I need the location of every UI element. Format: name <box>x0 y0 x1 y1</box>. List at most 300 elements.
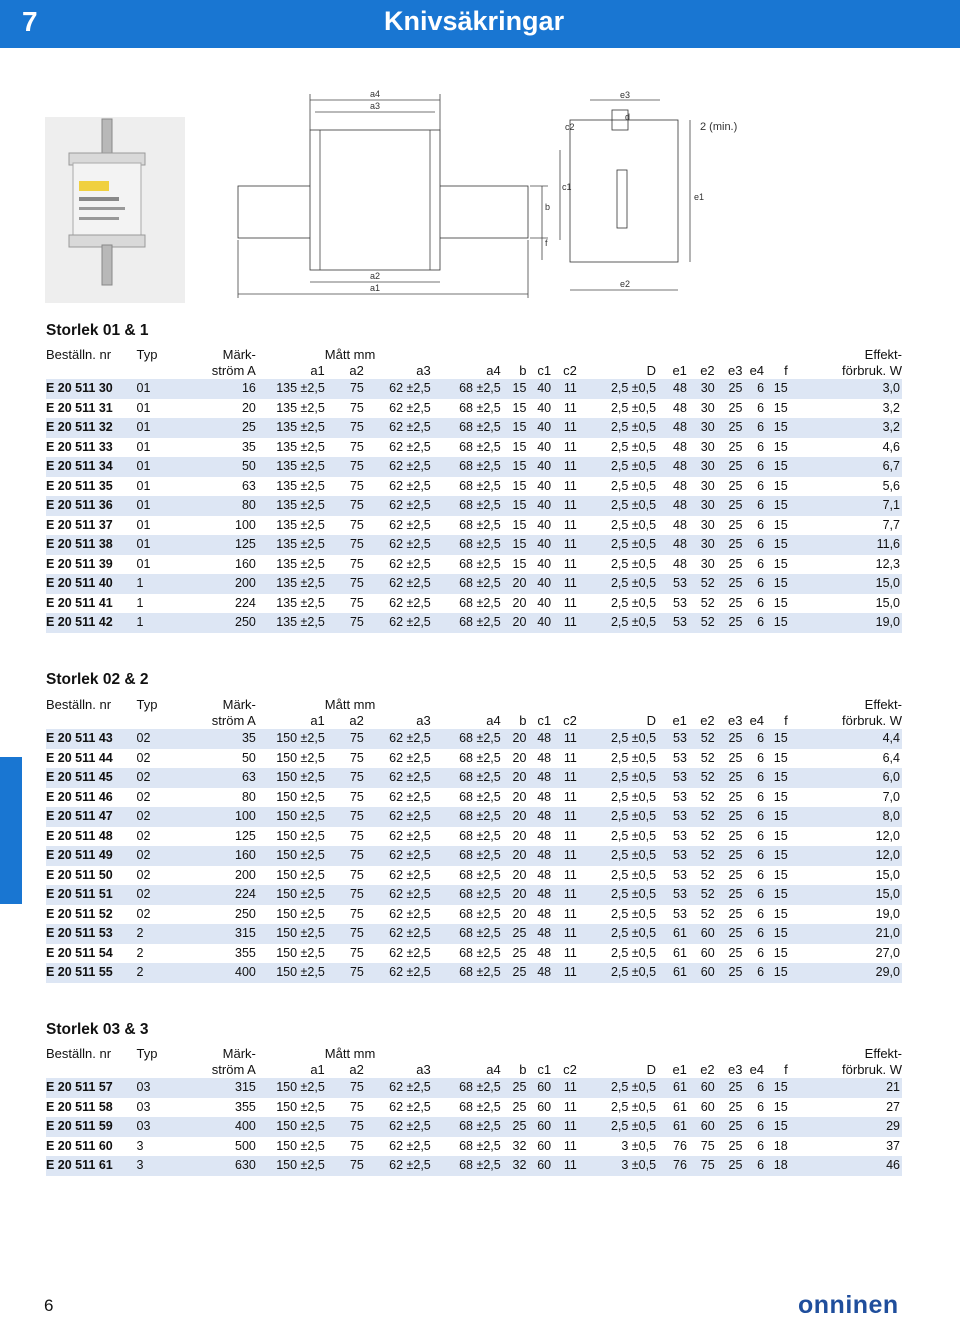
cell-type: 01 <box>137 535 180 555</box>
cell-order-number: E 20 511 60 <box>46 1138 113 1153</box>
dim-label-c1: c1 <box>562 182 572 192</box>
brand-logo: onninen <box>798 1291 899 1319</box>
cell-e2: 52 <box>700 789 715 804</box>
cell-a2: 75 <box>325 1117 364 1137</box>
cell-type: 03 <box>137 1117 180 1137</box>
cell-a4: 68 ±2,5 <box>431 379 501 399</box>
cell-a2: 75 <box>325 807 364 827</box>
cell-rated-current: 100 <box>180 807 256 827</box>
cell-a4: 68 ±2,5 <box>431 496 501 516</box>
cell-a1: 150 ±2,5 <box>276 906 325 921</box>
cell-a2: 75 <box>349 1138 364 1153</box>
col-header-power-loss: förbruk. W <box>842 713 902 728</box>
cell-f: 15 <box>764 1078 788 1098</box>
cell-a4: 68 ±2,5 <box>459 789 501 804</box>
table-row <box>46 477 902 497</box>
cell-f: 15 <box>764 885 788 905</box>
cell-D: 2,5 ±0,5 <box>610 906 657 921</box>
cell-rated-current: 315 <box>180 1078 256 1098</box>
cell-power-loss: 6,7 <box>788 457 902 477</box>
cell-a1: 135 ±2,5 <box>256 457 325 477</box>
cell-rated-current: 400 <box>180 1117 256 1137</box>
cell-b: 15 <box>501 418 527 438</box>
cell-a3: 62 ±2,5 <box>389 906 431 921</box>
col-header-a1: a1 <box>310 713 325 728</box>
col-header-e4: e4 <box>749 363 765 378</box>
cell-c2: 11 <box>551 496 577 516</box>
cell-f: 18 <box>764 1156 788 1176</box>
cell-a2: 75 <box>325 729 364 749</box>
cell-order-number: E 20 511 46 <box>46 789 113 804</box>
cell-f: 15 <box>773 906 788 921</box>
cell-e2: 30 <box>687 457 715 477</box>
dim-label-a3: a3 <box>370 101 381 111</box>
cell-f: 15 <box>764 574 788 594</box>
cell-a1: 150 ±2,5 <box>276 945 325 960</box>
cell-f: 15 <box>773 556 788 571</box>
cell-a3: 62 ±2,5 <box>364 807 431 827</box>
cell-order-number: E 20 511 35 <box>46 478 113 493</box>
cell-e3: 25 <box>728 439 743 454</box>
cell-a2: 75 <box>325 457 364 477</box>
col-header-a1: a1 <box>310 363 325 378</box>
cell-a1: 135 ±2,5 <box>276 556 325 571</box>
table-row <box>46 399 902 419</box>
cell-power-loss: 7,0 <box>882 789 900 804</box>
cell-f: 15 <box>764 1117 788 1137</box>
cell-order-number: E 20 511 50 <box>46 867 113 882</box>
cell-e4: 6 <box>757 789 765 804</box>
cell-e2: 52 <box>700 906 715 921</box>
cell-a1: 135 ±2,5 <box>276 595 325 610</box>
chapter-number: 7 <box>22 6 38 37</box>
cell-type: 02 <box>137 807 180 827</box>
header-row <box>46 1046 902 1062</box>
cell-type: 1 <box>137 574 180 594</box>
cell-a4: 68 ±2,5 <box>431 924 501 944</box>
cell-D: 2,5 ±0,5 <box>577 963 656 983</box>
col-header-e1: e1 <box>672 1062 687 1077</box>
col-header-empty <box>46 713 137 729</box>
cell-e4: 6 <box>757 1099 765 1114</box>
cell-a4: 68 ±2,5 <box>459 439 501 454</box>
table-body <box>46 1078 902 1176</box>
cell-e3: 25 <box>715 1156 743 1176</box>
cell-f: 15 <box>773 400 788 415</box>
cell-order-number: E 20 511 53 <box>46 924 137 944</box>
section-title-2: Storlek 02 & 2 <box>46 671 149 688</box>
table-row <box>46 496 902 516</box>
cell-e3: 25 <box>715 924 743 944</box>
col-header-D: D <box>646 1062 657 1077</box>
cell-D: 3 ±0,5 <box>621 1138 657 1153</box>
col-header-D: D <box>646 713 657 728</box>
cell-order-number: E 20 511 57 <box>46 1078 137 1098</box>
cell-rated-current: 80 <box>180 496 256 516</box>
header-row <box>46 713 902 729</box>
cell-f: 15 <box>773 595 788 610</box>
cell-a1: 150 ±2,5 <box>256 1117 325 1137</box>
cell-c2: 11 <box>563 517 577 532</box>
cell-b: 20 <box>512 906 527 921</box>
cell-a3: 62 ±2,5 <box>389 517 431 532</box>
cell-a1: 150 ±2,5 <box>256 924 325 944</box>
cell-e2: 30 <box>700 478 715 493</box>
cell-a3: 62 ±2,5 <box>389 867 431 882</box>
cell-power-loss: 21 <box>788 1078 902 1098</box>
fuse-table-2 <box>46 697 902 983</box>
cell-e2: 52 <box>687 885 715 905</box>
cell-a1: 150 ±2,5 <box>256 807 325 827</box>
cell-order-number: E 20 511 52 <box>46 906 113 921</box>
cell-e1: 53 <box>656 613 687 633</box>
cell-rated-current: 125 <box>235 828 256 843</box>
cell-e2: 52 <box>687 729 715 749</box>
cell-e3: 25 <box>715 963 743 983</box>
cell-e4: 6 <box>757 478 765 493</box>
cell-c2: 11 <box>551 807 577 827</box>
cell-D: 2,5 ±0,5 <box>610 828 657 843</box>
cell-order-number: E 20 511 34 <box>46 457 137 477</box>
cell-type: 2 <box>137 924 180 944</box>
col-header-dimensions: Mått mm <box>324 1046 376 1061</box>
cell-f: 15 <box>773 517 788 532</box>
cell-a3: 62 ±2,5 <box>364 496 431 516</box>
cell-e4: 6 <box>742 1156 764 1176</box>
cell-type: 01 <box>136 517 151 532</box>
table-header <box>46 1046 902 1078</box>
col-header-c1: c1 <box>537 1062 552 1077</box>
cell-a3: 62 ±2,5 <box>364 535 431 555</box>
cell-f: 18 <box>773 1138 788 1153</box>
cell-e3: 25 <box>728 556 743 571</box>
cell-c1: 40 <box>526 496 551 516</box>
table-row <box>46 729 902 749</box>
cell-D: 2,5 ±0,5 <box>610 439 657 454</box>
cell-e3: 25 <box>715 496 743 516</box>
cell-c2: 11 <box>551 379 577 399</box>
cell-a3: 62 ±2,5 <box>389 1138 431 1153</box>
cell-c1: 40 <box>537 439 552 454</box>
cell-order-number: E 20 511 42 <box>46 613 137 633</box>
cell-D: 2,5 ±0,5 <box>577 613 656 633</box>
cell-f: 15 <box>773 867 788 882</box>
cell-a1: 135 ±2,5 <box>256 535 325 555</box>
table-row <box>46 613 902 633</box>
cell-f: 15 <box>764 613 788 633</box>
cell-c1: 40 <box>537 517 552 532</box>
cell-e1: 53 <box>673 828 687 843</box>
cell-a1: 150 ±2,5 <box>276 1099 325 1114</box>
cell-type: 02 <box>137 846 180 866</box>
cell-a1: 135 ±2,5 <box>276 517 325 532</box>
cell-e3: 25 <box>715 1117 743 1137</box>
header-row <box>46 1062 902 1078</box>
cell-c2: 11 <box>563 400 577 415</box>
cell-order-number: E 20 511 41 <box>46 595 113 610</box>
cell-order-number: E 20 511 58 <box>46 1099 113 1114</box>
cell-power-loss: 15,0 <box>788 574 902 594</box>
cell-c1: 48 <box>526 924 551 944</box>
cell-a3: 62 ±2,5 <box>364 1078 431 1098</box>
col-header-rated: Märk- <box>222 1046 256 1061</box>
cell-f: 15 <box>773 478 788 493</box>
col-header-a4: a4 <box>486 713 501 728</box>
cell-e1: 48 <box>656 457 687 477</box>
cell-c1: 48 <box>526 963 551 983</box>
cell-e4: 6 <box>757 439 765 454</box>
cell-D: 2,5 ±0,5 <box>577 457 656 477</box>
cell-e4: 6 <box>757 906 765 921</box>
table-row <box>46 866 902 886</box>
cell-e4: 6 <box>757 1138 765 1153</box>
col-header-c2: c2 <box>563 1062 577 1077</box>
cell-e2: 60 <box>700 1099 715 1114</box>
cell-e4: 6 <box>742 846 764 866</box>
col-header-rated-current: ström A <box>211 713 256 728</box>
col-header-e1: e1 <box>672 713 687 728</box>
cell-c2: 11 <box>551 535 577 555</box>
cell-e1: 48 <box>673 556 687 571</box>
cell-a3: 62 ±2,5 <box>364 885 431 905</box>
cell-a1: 150 ±2,5 <box>256 1156 325 1176</box>
cell-e3: 25 <box>728 945 743 960</box>
cell-D: 2,5 ±0,5 <box>577 1117 656 1137</box>
cell-type: 02 <box>137 885 180 905</box>
cell-a2: 75 <box>349 556 364 571</box>
cell-a2: 75 <box>349 400 364 415</box>
cell-D: 2,5 ±0,5 <box>577 379 656 399</box>
cell-e1: 53 <box>656 846 687 866</box>
cell-c1: 48 <box>537 945 552 960</box>
cell-a2: 75 <box>325 379 364 399</box>
cell-a4: 68 ±2,5 <box>431 1156 501 1176</box>
col-header-spacer <box>256 697 325 713</box>
cell-e1: 48 <box>656 379 687 399</box>
cell-a2: 75 <box>325 846 364 866</box>
cell-e2: 52 <box>687 768 715 788</box>
cell-type: 02 <box>136 828 151 843</box>
cell-e3: 25 <box>728 595 743 610</box>
cell-b: 15 <box>501 379 527 399</box>
cell-rated-current: 250 <box>180 613 256 633</box>
cell-f: 15 <box>773 828 788 843</box>
cell-c2: 11 <box>563 439 577 454</box>
col-header-a3: a3 <box>416 713 431 728</box>
cell-order-number: E 20 511 61 <box>46 1156 137 1176</box>
header-row <box>46 363 902 379</box>
cell-e2: 60 <box>687 1117 715 1137</box>
cell-a1: 135 ±2,5 <box>276 478 325 493</box>
dim-label-min: 2 (min.) <box>700 121 738 133</box>
cell-e3: 25 <box>715 807 743 827</box>
table-row <box>46 846 902 866</box>
cell-D: 2,5 ±0,5 <box>610 1099 657 1114</box>
cell-a1: 150 ±2,5 <box>256 1078 325 1098</box>
cell-f: 15 <box>764 379 788 399</box>
cell-a4: 68 ±2,5 <box>431 768 501 788</box>
cell-c1: 48 <box>537 750 552 765</box>
cell-e1: 53 <box>673 789 687 804</box>
cell-c2: 11 <box>551 457 577 477</box>
cell-type: 02 <box>137 768 180 788</box>
cell-e4: 6 <box>757 867 765 882</box>
cell-e3: 25 <box>715 729 743 749</box>
cell-f: 15 <box>764 729 788 749</box>
cell-c2: 11 <box>551 963 577 983</box>
col-header-c1: c1 <box>537 363 552 378</box>
cell-c1: 40 <box>526 613 551 633</box>
col-header-a2: a2 <box>349 1062 364 1077</box>
cell-e3: 25 <box>715 885 743 905</box>
cell-f: 15 <box>773 945 788 960</box>
cell-e1: 61 <box>656 1078 687 1098</box>
col-header-c2: c2 <box>563 713 577 728</box>
cell-a3: 62 ±2,5 <box>389 400 431 415</box>
cell-c2: 11 <box>563 595 577 610</box>
cell-a2: 75 <box>349 595 364 610</box>
cell-rated-current: 50 <box>180 457 256 477</box>
cell-f: 15 <box>764 963 788 983</box>
cell-c1: 40 <box>526 574 551 594</box>
cell-b: 25 <box>512 945 527 960</box>
cell-a1: 135 ±2,5 <box>256 418 325 438</box>
cell-a3: 62 ±2,5 <box>364 379 431 399</box>
cell-e4: 6 <box>742 729 764 749</box>
cell-a2: 75 <box>349 478 364 493</box>
cell-power-loss: 5,6 <box>882 478 900 493</box>
cell-a4: 68 ±2,5 <box>431 885 501 905</box>
table-row <box>46 379 902 399</box>
col-header-e3: e3 <box>727 713 743 728</box>
col-header-a1: a1 <box>310 1062 325 1077</box>
cell-e2: 52 <box>700 867 715 882</box>
table-row <box>46 788 902 808</box>
cell-c1: 40 <box>526 457 551 477</box>
cell-e1: 53 <box>656 807 687 827</box>
cell-b: 20 <box>501 729 527 749</box>
cell-D: 2,5 ±0,5 <box>610 595 657 610</box>
cell-D: 2,5 ±0,5 <box>577 768 656 788</box>
cell-type: 01 <box>137 379 180 399</box>
cell-e1: 76 <box>673 1138 687 1153</box>
cell-c2: 11 <box>563 789 577 804</box>
cell-a2: 75 <box>325 613 364 633</box>
cell-a4: 68 ±2,5 <box>459 906 501 921</box>
col-header-empty <box>137 363 180 379</box>
cell-e1: 61 <box>656 1117 687 1137</box>
table-row <box>46 1117 902 1137</box>
cell-order-number: E 20 511 44 <box>46 750 113 765</box>
cell-a1: 135 ±2,5 <box>276 400 325 415</box>
cell-a4: 68 ±2,5 <box>431 574 501 594</box>
section-title-1: Storlek 01 & 1 <box>46 322 149 339</box>
cell-c1: 60 <box>526 1156 551 1176</box>
table-row <box>46 516 902 536</box>
cell-b: 20 <box>501 613 527 633</box>
col-header-power: Effekt- <box>864 1046 902 1061</box>
cell-rated-current: 63 <box>241 478 256 493</box>
cell-e4: 6 <box>742 613 764 633</box>
cell-f: 15 <box>773 750 788 765</box>
cell-c2: 11 <box>563 867 577 882</box>
cell-rated-current: 125 <box>180 535 256 555</box>
table-row <box>46 749 902 769</box>
cell-power-loss: 21,0 <box>788 924 902 944</box>
cell-a3: 62 ±2,5 <box>364 1156 431 1176</box>
cell-a3: 62 ±2,5 <box>364 729 431 749</box>
cell-rated-current: 200 <box>180 574 256 594</box>
cell-b: 25 <box>501 963 527 983</box>
cell-order-number: E 20 511 30 <box>46 379 137 399</box>
cell-e2: 60 <box>687 924 715 944</box>
col-header-power: Effekt- <box>864 697 902 712</box>
cell-c1: 40 <box>537 595 552 610</box>
cell-b: 15 <box>512 439 527 454</box>
cell-type: 3 <box>137 1156 180 1176</box>
table-row <box>46 574 902 594</box>
cell-b: 32 <box>501 1156 527 1176</box>
cell-b: 25 <box>501 1117 527 1137</box>
cell-e3: 25 <box>715 457 743 477</box>
cell-e2: 75 <box>687 1156 715 1176</box>
cell-e4: 6 <box>757 400 765 415</box>
cell-power-loss: 29,0 <box>788 963 902 983</box>
table-row <box>46 438 902 458</box>
cell-type: 01 <box>136 556 151 571</box>
table-header <box>46 697 902 729</box>
cell-order-number: E 20 511 47 <box>46 807 137 827</box>
col-header-order-number: Beställn. nr <box>46 697 112 712</box>
cell-a4: 68 ±2,5 <box>431 1117 501 1137</box>
cell-D: 3 ±0,5 <box>577 1156 656 1176</box>
cell-c2: 11 <box>551 729 577 749</box>
cell-a4: 68 ±2,5 <box>459 556 501 571</box>
cell-power-loss: 3,2 <box>882 400 900 415</box>
cell-b: 15 <box>512 400 527 415</box>
cell-a4: 68 ±2,5 <box>459 828 501 843</box>
cell-e2: 52 <box>687 574 715 594</box>
col-header-order-number: Beställn. nr <box>46 347 112 362</box>
cell-e3: 25 <box>715 535 743 555</box>
table-row <box>46 594 902 614</box>
col-header-b: b <box>519 1062 527 1077</box>
cell-b: 20 <box>512 750 527 765</box>
cell-type: 01 <box>136 478 151 493</box>
cell-rated-current: 355 <box>235 1099 256 1114</box>
cell-b: 20 <box>501 574 527 594</box>
cell-e1: 53 <box>656 885 687 905</box>
side-tab-marker <box>0 757 22 904</box>
cell-f: 15 <box>764 768 788 788</box>
cell-c1: 48 <box>526 729 551 749</box>
cell-a1: 150 ±2,5 <box>256 768 325 788</box>
cell-c2: 11 <box>563 906 577 921</box>
cell-e2: 75 <box>700 1138 715 1153</box>
cell-e4: 6 <box>742 496 764 516</box>
cell-a1: 135 ±2,5 <box>256 496 325 516</box>
cell-f: 15 <box>764 924 788 944</box>
col-header-c1: c1 <box>537 713 552 728</box>
cell-a4: 68 ±2,5 <box>431 729 501 749</box>
cell-a3: 62 ±2,5 <box>364 963 431 983</box>
cell-rated-current: 160 <box>180 846 256 866</box>
cell-a4: 68 ±2,5 <box>459 1099 501 1114</box>
col-header-spacer <box>256 1046 325 1062</box>
table-row <box>46 944 902 964</box>
cell-D: 2,5 ±0,5 <box>577 807 656 827</box>
cell-f: 15 <box>764 496 788 516</box>
